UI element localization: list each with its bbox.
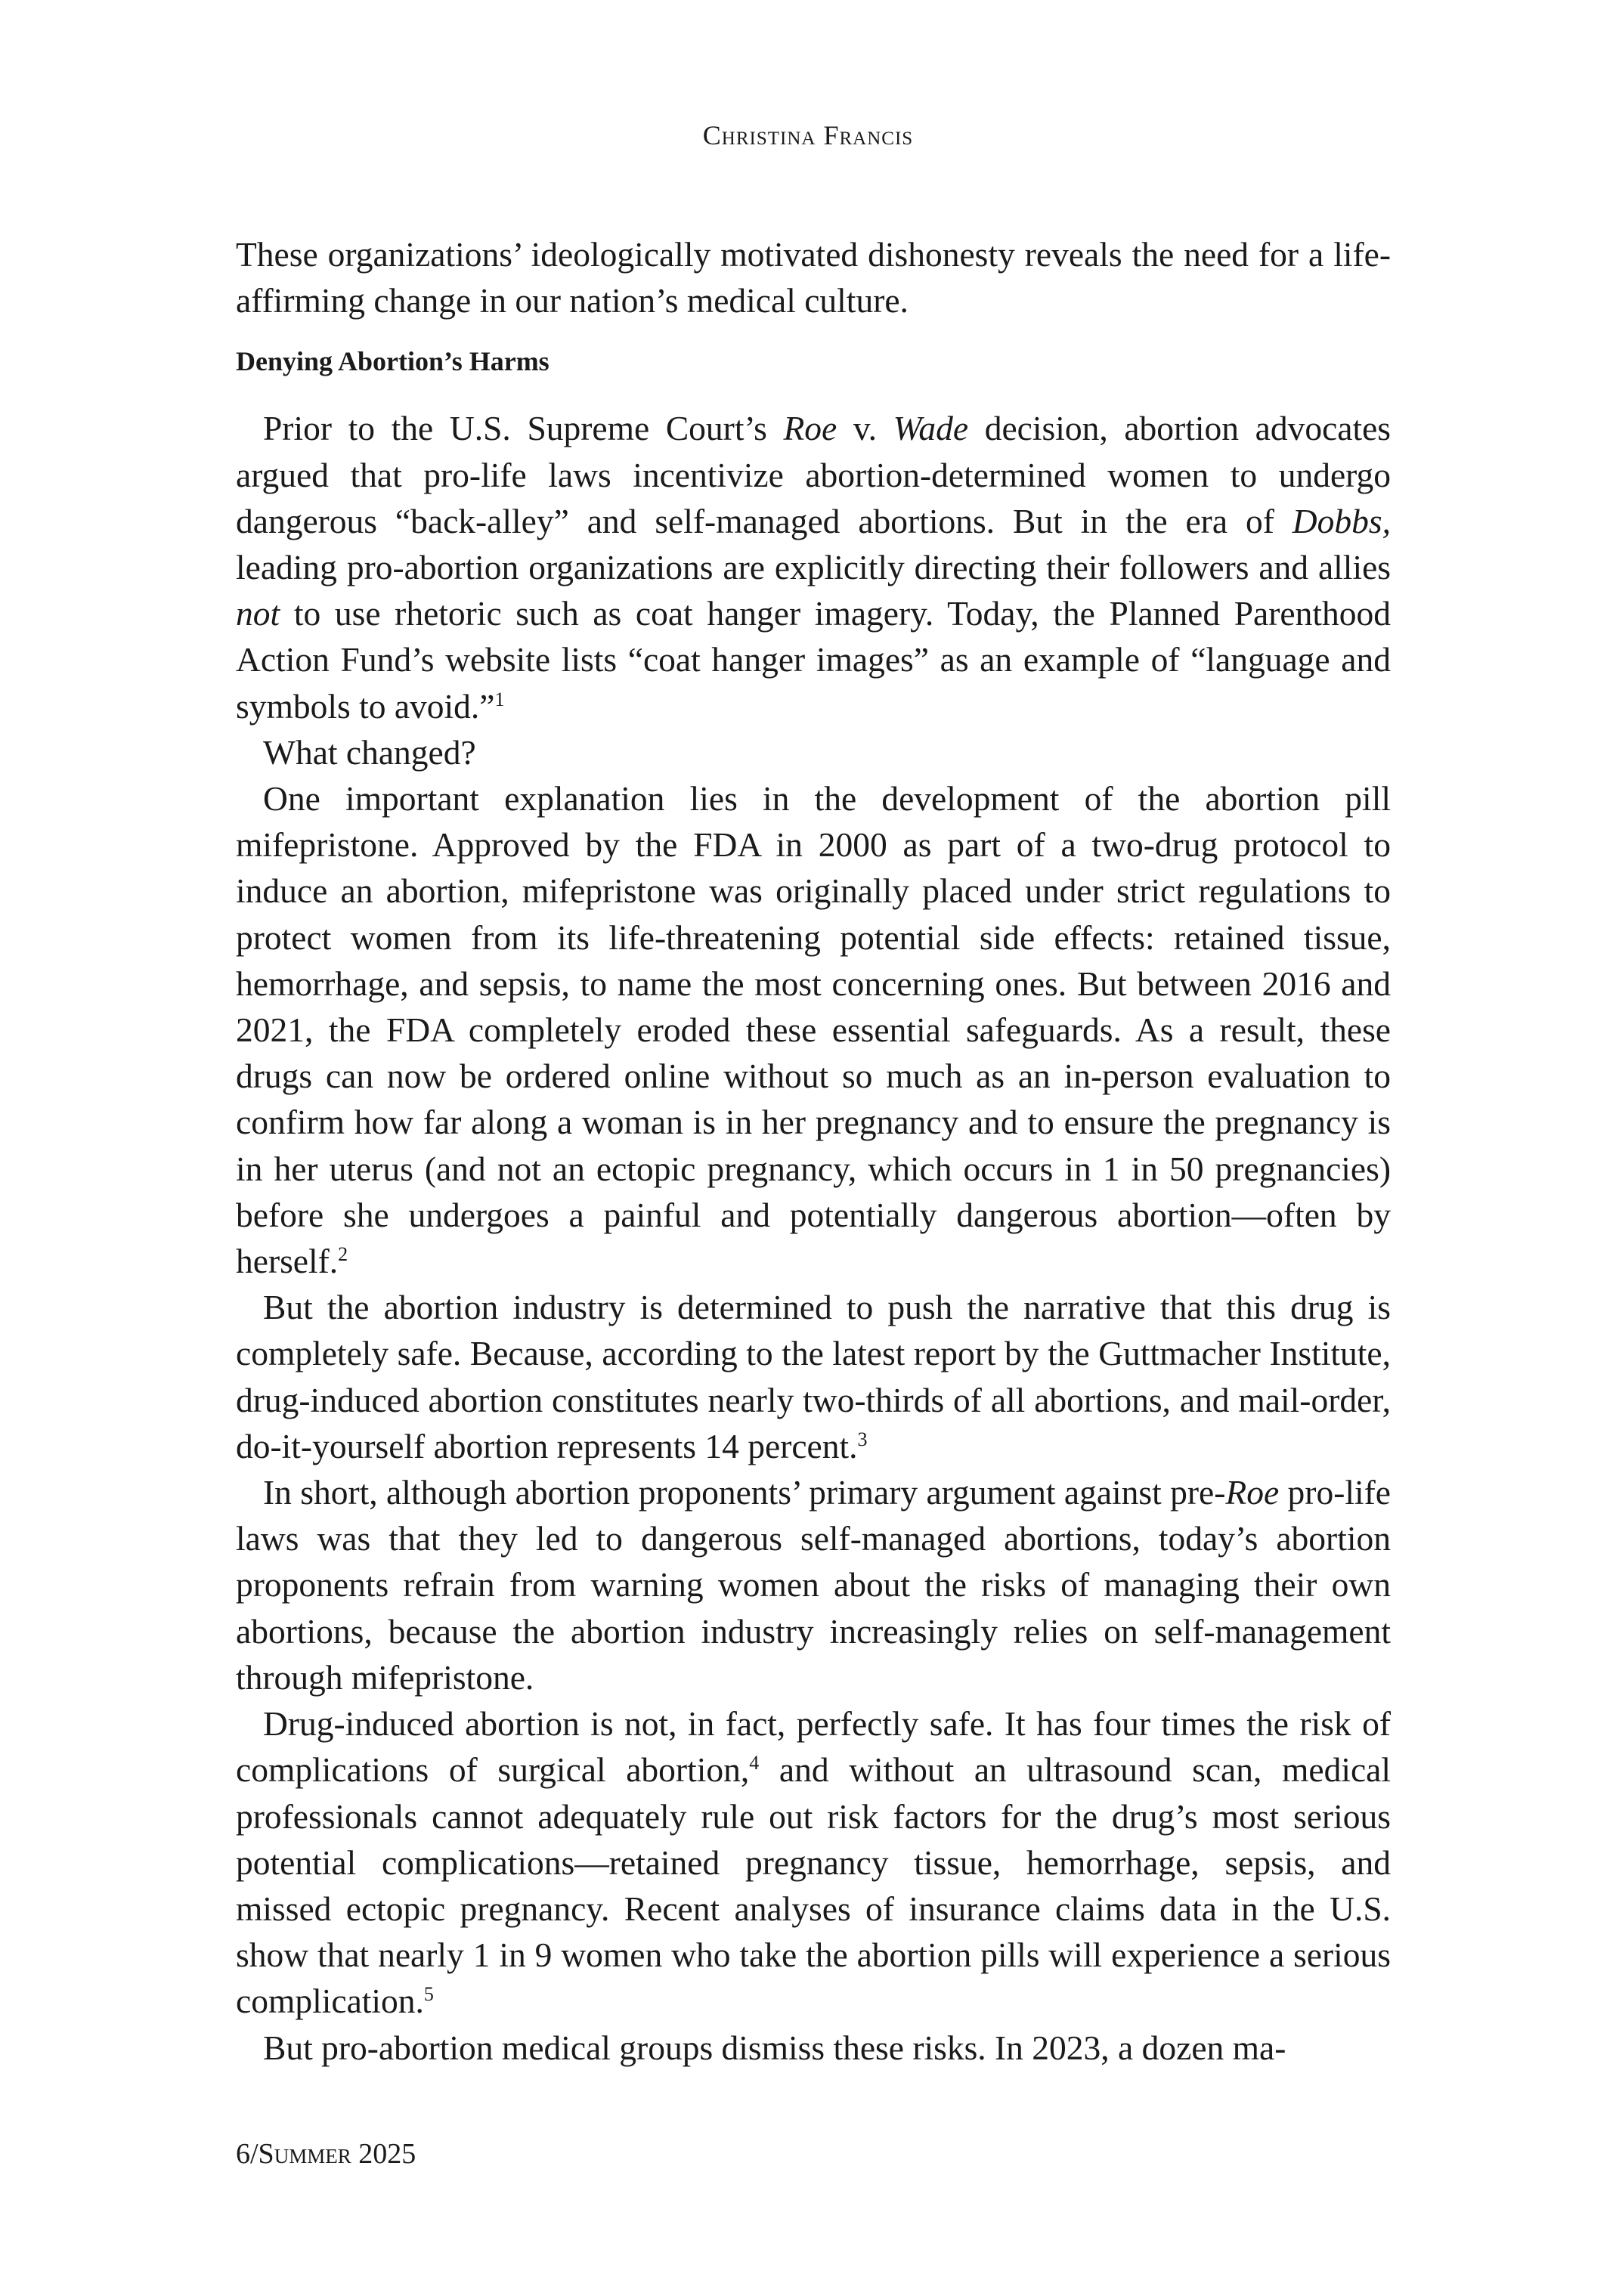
- text-run: One important explanation lies in the development of the abortion pill mifepristone. Approved by the FDA in 2000 as part of a two-drug protocol to induce an abortion, mifepristone was originally placed under strict regulations to protect women from its life-threatening potential side effects: retained tissue, hemorrhage, and sepsis, to name the most concerning ones. But between 2016 and 2021, the FDA completely eroded these essential safeguards. As a result, these drugs can now be ordered online without so much as an in-person evaluation to confirm how far along a woman is in her pregnancy and to ensure the pregnancy is in her uterus (and not an ectopic pregnancy, which occurs in 1 in 50 pregnancies) before she undergoes a painful and potentially dangerous abortion—often by herself.: [236, 779, 1391, 1281]
- italic-roe: Roe: [1225, 1473, 1280, 1512]
- text-run: Drug-induced abortion is not, in fact, perfectly safe. It has four times the risk of complications of surgical abortion,: [236, 1704, 1391, 1790]
- italic-wade: Wade: [893, 409, 969, 448]
- text-run: In short, although abortion proponents’ primary argument against pre-: [263, 1473, 1226, 1512]
- footnote-ref-3: 3: [857, 1428, 868, 1450]
- running-head: Christina Francis: [702, 120, 914, 150]
- text-run: But the abortion industry is determined to push the narrative that this drug is completely safe. Because, according to the latest report by the Guttmacher Institute, drug-induced abortion constitutes nearly two-thirds of all abortions, and mail-order, do-it-yourself abortion represents 14 percent.: [236, 1288, 1391, 1465]
- paragraph-6: [236, 1700, 1391, 2024]
- intro-paragraph: These organizations’ ideologically motivated dishonesty reveals the need for a life-affirming change in our nation’s medical culture.: [236, 235, 1391, 320]
- paragraph-2: What changed?: [263, 732, 476, 772]
- text-run: pro-life laws was that they led to dangerous self-managed abortions, today’s abortion proponents refrain from warning women about the risks of managing their own abortions, because the abortion industry increasingly relies on self-management through mifepristone.: [236, 1473, 1391, 1697]
- footnote-ref-5: 5: [423, 1983, 434, 2006]
- paragraph-4: [236, 1284, 1391, 1469]
- text-run: v.: [837, 409, 893, 448]
- italic-dobbs: Dobbs,: [1292, 501, 1391, 540]
- text-run: to use rhetoric such as coat hanger imagery. Today, the Planned Parenthood Action Fund’s website lists “coat hanger images” as an example of “language and symbols to avoid.”: [236, 594, 1391, 726]
- italic-roe: Roe: [783, 409, 837, 448]
- italic-not: not: [236, 594, 280, 633]
- article-body: [236, 231, 1391, 2071]
- text-run: decision, abortion advocates argued that pro-life laws incentivize abortion-determined women to undergo dangerous “back-alley” and self-managed abortions. But in the era of: [236, 409, 1392, 540]
- text-run: leading pro-abortion organizations are explicitly directing their followers and allies: [236, 548, 1391, 587]
- page-folio: 6/Summer 2025: [236, 2138, 416, 2170]
- text-run: and without an ultrasound scan, medical professionals cannot adequately rule out risk factors for the drug’s most serious potential complications—retained pregnancy tissue, hemorrhage, sepsis, and missed ectopic pregnancy. Recent analyses of insurance claims data in the U.S. show that nearly 1 in 9 women who take the abortion pills will experience a serious complication.: [236, 1750, 1391, 2021]
- paragraph-7: But pro-abortion medical groups dismiss these risks. In 2023, a dozen ma-: [263, 2028, 1286, 2067]
- paragraph-3: [236, 775, 1391, 1284]
- paragraph-1: [236, 405, 1391, 729]
- section-heading: Denying Abortion’s Harms: [236, 346, 550, 377]
- text-run: Prior to the U.S. Supreme Court’s: [263, 409, 784, 448]
- footnote-ref-2: 2: [338, 1242, 348, 1265]
- footnote-ref-4: 4: [749, 1752, 760, 1775]
- footnote-ref-1: 1: [494, 688, 505, 710]
- paragraph-5: [236, 1469, 1391, 1700]
